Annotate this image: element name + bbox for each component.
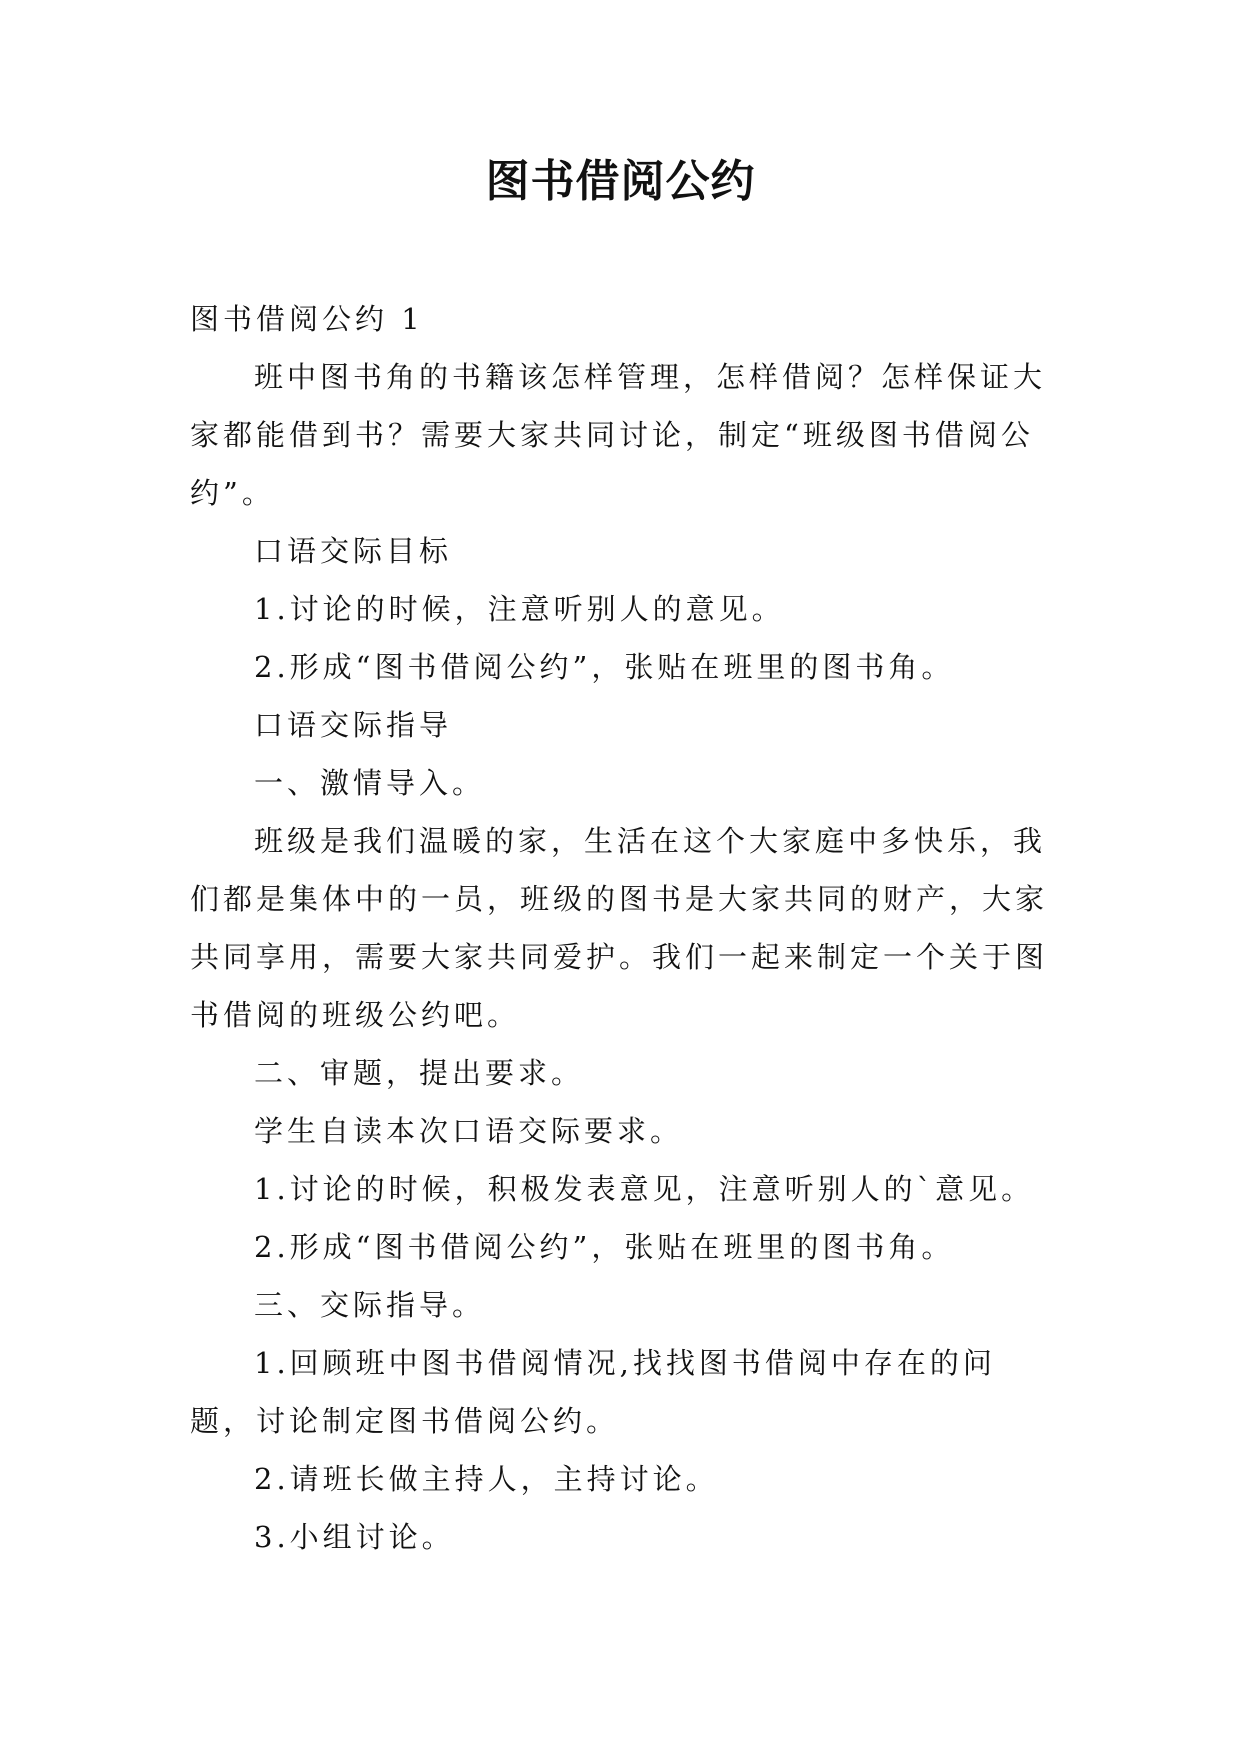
heading-guidance: 口语交际指导	[254, 708, 453, 742]
goal-item-2: 2.形成“图书借阅公约”，张贴在班里的图书角。	[254, 650, 955, 684]
paragraph-self-read: 学生自读本次口语交际要求。	[254, 1114, 684, 1148]
guidance-item-1: 1.回顾班中图书借阅情况,找找图书借阅中存在的问题，讨论制定图书借阅公约。	[190, 1346, 996, 1438]
step-heading-1: 一、激情导入。	[254, 766, 486, 800]
document-title: 图书借阅公约	[485, 156, 756, 207]
paragraph-intro: 班中图书角的书籍该怎样管理，怎样借阅？怎样保证大家都能借到书？需要大家共同讨论，制定“班级图书借阅公约”。	[190, 360, 1047, 510]
heading-goals: 口语交际目标	[254, 534, 453, 568]
section-heading: 图书借阅公约 1	[190, 302, 424, 336]
step-heading-3: 三、交际指导。	[254, 1288, 486, 1322]
document-body	[190, 290, 1050, 1566]
requirement-item-2: 2.形成“图书借阅公约”，张贴在班里的图书角。	[254, 1230, 955, 1264]
guidance-item-2: 2.请班长做主持人，主持讨论。	[254, 1462, 719, 1496]
paragraph-class-home: 班级是我们温暖的家，生活在这个大家庭中多快乐，我们都是集体中的一员，班级的图书是大家共同的财产，大家共同享用，需要大家共同爱护。我们一起来制定一个关于图书借阅的班级公约吧。	[190, 824, 1049, 1032]
guidance-item-3: 3.小组讨论。	[254, 1520, 455, 1554]
goal-item-1: 1.讨论的时候，注意听别人的意见。	[254, 592, 785, 626]
step-heading-2: 二、审题，提出要求。	[254, 1056, 585, 1090]
requirement-item-1: 1.讨论的时候，积极发表意见，注意听别人的`意见。	[254, 1172, 1035, 1206]
